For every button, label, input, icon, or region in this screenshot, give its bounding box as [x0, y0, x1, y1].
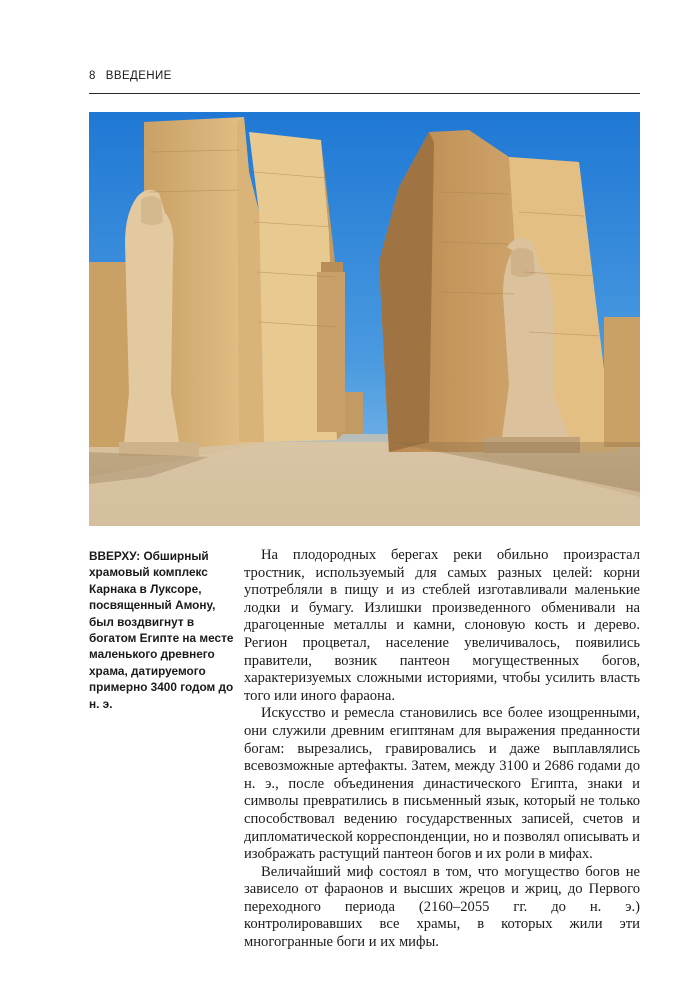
paragraph: Искусство и ремесла становились все более изощренными, они служили древним египтянам для выражения преданности богам: вырезались, гравировались и даже выплавлялись всевозможные артефакты. Затем, между 3100 и 2686 годами до н. э., после объединения династического Египта, знаки и символы превратились в письменный язык, который не только способствовал ведению государственных записей, счетов и дипломатической корреспонденции, но и позволял описывать и изображать растущий пантеон богов и их роли в мифах. [244, 705, 640, 863]
header-rule [89, 93, 640, 94]
body-text [244, 547, 640, 952]
section-title: ВВЕДЕНИЕ [105, 70, 172, 82]
running-head [89, 70, 640, 82]
paragraph: На плодородных берегах реки обильно произрастал тростник, используемый для самых разных целей: корни употребляли в пищу и из стеблей изготавливали маленькие лодки и бумагу. Излишки произведенного обменивали на драгоценные металлы и камни, слоновую кость и дерево. Регион процветал, население увеличивалось, появились правители, возник пантеон могущественных богов, характеризуемых сложными историями, чтобы усилить власть того или иного фараона. [244, 547, 640, 704]
karnak-temple-photo [89, 112, 640, 526]
page-number: 8 [89, 70, 96, 82]
figure-caption: ВВЕРХУ: Обширный храмовый комплекс Карнака в Луксоре, посвященный Амону, был воздвигнут в богатом Египте на месте маленького древнего храма, датируемого примерно 3400 годом до н. э. [89, 549, 234, 711]
paragraph: Величайший миф состоял в том, что могущество богов не зависело от фараонов и высших жрецов и жриц, до Первого переходного периода (2160–2055 гг. до н. э.) контролировавших все храмы, в которых жили эти многогранные боги и их мифы. [244, 863, 640, 951]
